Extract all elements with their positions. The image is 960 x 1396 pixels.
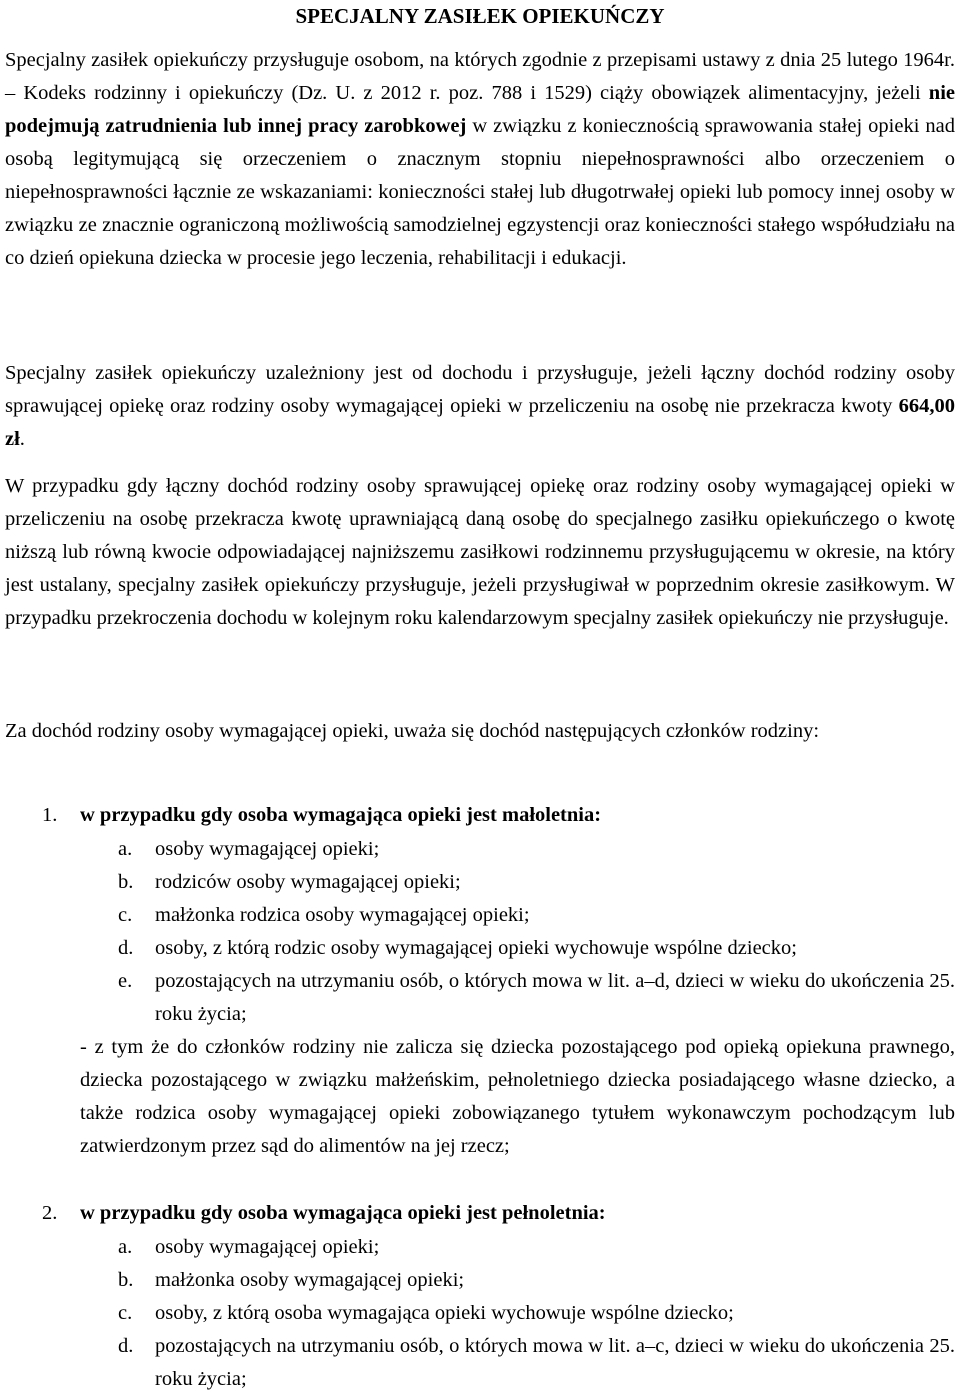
list-item-text: pozostających na utrzymaniu osób, o których mowa w lit. a–d, dzieci w wieku do ukończenia 25. roku życia;	[155, 970, 955, 1025]
paragraph-eligibility-part1: Specjalny zasiłek opiekuńczy przysługuje osobom, na których zgodnie z przepisami ustawy z dnia 25 lutego 1964r. – Kodeks rodzinny i opiekuńczy (Dz. U. z 2012 r. poz. 788 i 1529) ciąży obowiązek alimentacyjny, jeżeli	[5, 49, 955, 104]
paragraph-eligibility-bold: nie podejmują zatrudnienia lub innej pracy zarobkowej	[5, 82, 955, 137]
list-item-letter: a.	[118, 1236, 133, 1258]
list-item-letter: c.	[118, 1302, 133, 1324]
list-item-letter: a.	[118, 838, 133, 860]
list-item-letter: e.	[118, 970, 133, 992]
list-item	[5, 833, 955, 866]
paragraph-income-limit	[5, 357, 955, 456]
title-wrapper	[0, 0, 960, 33]
list-item	[5, 1297, 955, 1330]
list-item-letter: b.	[118, 1269, 134, 1291]
list-item-text: osoby, z którą osoba wymagająca opieki wychowuje wspólne dziecko;	[155, 1302, 734, 1324]
list-note: - z tym że do członków rodziny nie zalicza się dziecka pozostającego pod opieką opiekuna prawnego, dziecka pozostającego w związku małżeńskim, pełnoletniego dziecka posiadającego własne dziecko, a także rodzica osoby wymagającej opieki zobowiązanego tytułem wykonawczym pochodzącym lub zatwierdzonym przez sąd do alimentów na jej rzecz;	[80, 1036, 955, 1157]
list-heading-row	[5, 1197, 955, 1231]
paragraph-income-limit-part2: .	[19, 428, 25, 450]
list-item	[5, 1264, 955, 1297]
list-item-text: osoby, z którą rodzic osoby wymagającej opieki wychowuje wspólne dziecko;	[155, 937, 797, 959]
list-item	[5, 866, 955, 899]
paragraph-eligibility-part2: w związku z koniecznością sprawowania stałej opieki nad osobą legitymującą się orzeczeniem o znacznym stopniu niepełnosprawności albo orzeczeniem o niepełnosprawności łącznie ze wskazaniami: konieczności stałej lub długotrwałej opieki lub pomocy innej osoby w związku ze znacznie ograniczoną możliwością samodzielnej egzystencji oraz konieczności stałego współudziału na co dzień opiekuna dziecka w procesie jego leczenia, rehabilitacji i edukacji.	[5, 115, 956, 269]
list-item	[5, 965, 955, 1031]
list-item-text: pozostających na utrzymaniu osób, o których mowa w lit. a–c, dzieci w wieku do ukończenia 25. roku życia;	[155, 1335, 955, 1390]
list-item-text: małżonka osoby wymagającej opieki;	[155, 1269, 465, 1291]
list-number: 1.	[42, 804, 58, 826]
list-item-text: osoby wymagającej opieki;	[155, 838, 380, 860]
paragraph-family-income: Za dochód rodziny osoby wymagającej opieki, uważa się dochód następujących członków rodziny:	[5, 720, 820, 742]
document-title: SPECJALNY ZASIŁEK OPIEKUŃCZY	[295, 4, 665, 28]
list-item	[5, 1330, 955, 1396]
paragraph-eligibility	[5, 44, 955, 275]
paragraph-income-exceeded: W przypadku gdy łączny dochód rodziny osoby sprawującej opiekę oraz rodziny osoby wymagającej opieki w przeliczeniu na osobę przekracza kwotę uprawniającą daną osobę do specjalnego zasiłku opiekuńczego o kwotę niższą lub równą kwocie odpowiadającej najniższemu zasiłkowi rodzinnemu przysługującemu w okresie, na który jest ustalany, specjalny zasiłek opiekuńczy przysługuje, jeżeli przysługiwał w poprzednim okresie zasiłkowym. W przypadku przekroczenia dochodu w kolejnym roku kalendarzowym specjalny zasiłek opiekuńczy nie przysługuje.	[5, 475, 955, 629]
list-heading: w przypadku gdy osoba wymagająca opieki jest pełnoletnia:	[80, 1202, 606, 1224]
list-heading-row	[5, 799, 955, 833]
list-minor	[5, 799, 955, 1163]
paragraph-income-limit-part1: Specjalny zasiłek opiekuńczy uzależniony jest od dochodu i przysługuje, jeżeli łączny dochód rodziny osoby sprawującej opiekę oraz rodziny osoby wymagającej opieki w przeliczeniu na osobę nie przekracza kwoty	[5, 362, 955, 417]
list-item	[5, 1231, 955, 1264]
list-number: 2.	[42, 1202, 58, 1224]
list-item-text: małżonka rodzica osoby wymagającej opieki;	[155, 904, 530, 926]
list-item-letter: b.	[118, 871, 134, 893]
list-item-text: rodziców osoby wymagającej opieki;	[155, 871, 461, 893]
income-limit-amount: 664,00 zł	[5, 395, 955, 450]
list-heading: w przypadku gdy osoba wymagająca opieki jest małoletnia:	[80, 804, 602, 826]
list-item-letter: d.	[118, 1335, 134, 1357]
list-item-text: osoby wymagającej opieki;	[155, 1236, 380, 1258]
list-item-letter: d.	[118, 937, 134, 959]
list-item-letter: c.	[118, 904, 133, 926]
list-item	[5, 899, 955, 932]
list-adult	[5, 1197, 955, 1396]
list-item	[5, 932, 955, 965]
